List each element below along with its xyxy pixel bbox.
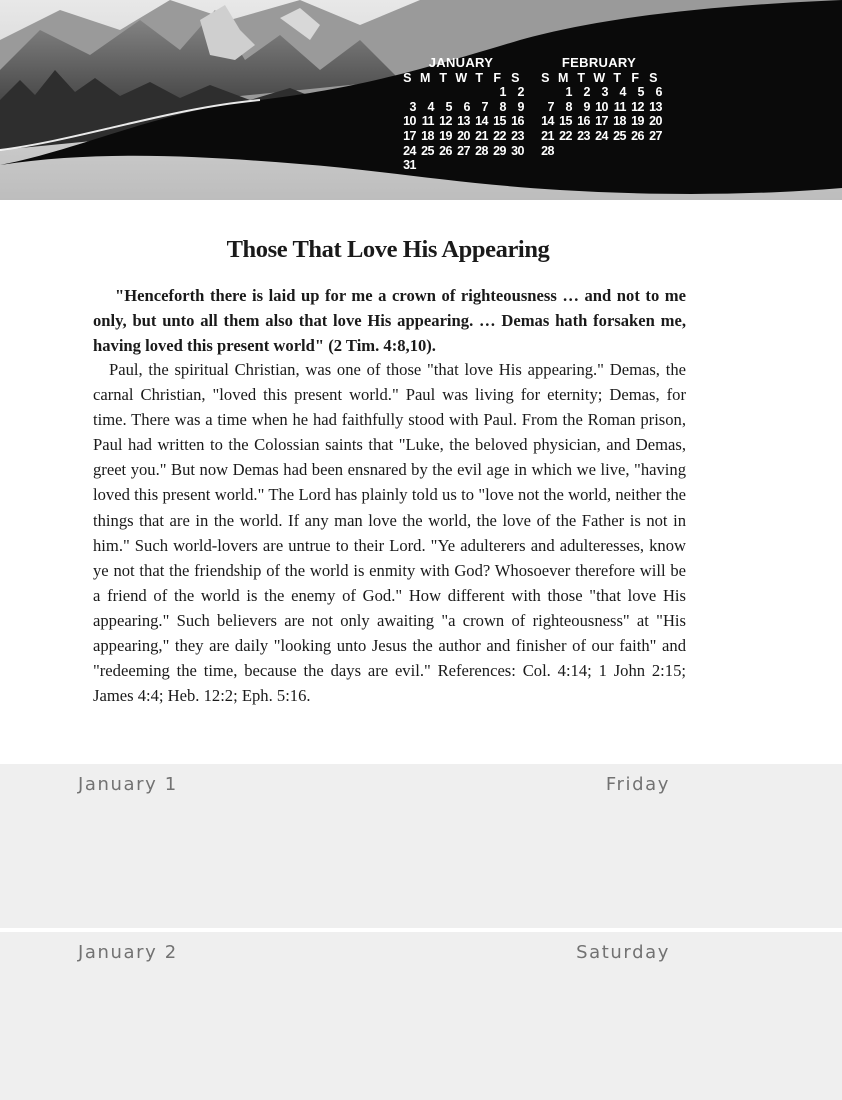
- calendar-day: 23: [577, 128, 590, 143]
- calendar-day: 8: [565, 99, 572, 114]
- calendar-day: 25: [421, 143, 434, 158]
- calendar-day: 26: [631, 128, 644, 143]
- day-notes-box-2[interactable]: [0, 932, 842, 1100]
- day-date: January 1: [78, 774, 178, 795]
- calendar-day: 5: [445, 99, 452, 114]
- calendar-day: 10: [595, 99, 608, 114]
- calendar-day: 8: [499, 99, 506, 114]
- calendar-day: 21: [475, 128, 488, 143]
- calendar-day: [590, 144, 608, 159]
- calendar-day: 27: [457, 143, 470, 158]
- weekday-label: F: [493, 70, 501, 85]
- calendar-day: 3: [409, 99, 416, 114]
- day-weekday: Friday: [605, 774, 670, 795]
- calendar-day: 19: [439, 128, 452, 143]
- calendar-day: 28: [475, 143, 488, 158]
- calendar-day: [434, 85, 452, 100]
- calendar-weekday-header: [398, 71, 524, 86]
- calendar-day: [470, 158, 488, 173]
- calendar-day: 22: [559, 128, 572, 143]
- calendar-day: 19: [631, 114, 644, 129]
- calendar-january: [398, 56, 524, 173]
- calendar-day: [554, 144, 572, 159]
- scripture-verse: "Henceforth there is laid up for me a crown of righteousness … and not to me only, but unto all them also that love His appearing. … Demas hath forsaken me, having loved this present world" (2 Tim. 4:8,10).: [93, 286, 686, 356]
- calendar-day: [536, 85, 554, 100]
- calendar-month-title: FEBRUARY: [561, 55, 637, 70]
- calendar-day: 6: [463, 99, 470, 114]
- weekday-label: M: [420, 70, 430, 85]
- calendar-day: 25: [613, 128, 626, 143]
- calendar-day: 12: [631, 99, 644, 114]
- weekday-label: W: [455, 70, 467, 85]
- calendar-day: 10: [403, 114, 416, 129]
- calendar-day: [626, 144, 644, 159]
- calendar-day: 11: [421, 114, 434, 129]
- day-notes-box-1[interactable]: [0, 764, 842, 928]
- calendar-day: 1: [565, 85, 572, 100]
- calendar-day: [470, 85, 488, 100]
- calendar-day: 27: [649, 128, 662, 143]
- weekday-label: F: [631, 70, 639, 85]
- calendar-day: [416, 158, 434, 173]
- calendar-day: 7: [547, 99, 554, 114]
- calendar-day: 18: [613, 114, 626, 129]
- weekday-label: W: [593, 70, 605, 85]
- calendar-day: 29: [493, 143, 506, 158]
- calendar-day: 5: [637, 85, 644, 100]
- calendar-day: [398, 85, 416, 100]
- weekday-label: S: [649, 70, 657, 85]
- calendar-day: 1: [499, 85, 506, 100]
- calendar-day: 15: [493, 114, 506, 129]
- calendar-day: [452, 158, 470, 173]
- calendar-day: 22: [493, 128, 506, 143]
- calendar-day: 30: [511, 143, 524, 158]
- calendar-day: 24: [595, 128, 608, 143]
- calendar-day: [644, 144, 662, 159]
- calendar-day: 2: [583, 85, 590, 100]
- calendar-day: 20: [649, 114, 662, 129]
- calendar-day: 31: [403, 158, 416, 173]
- calendar-day: [572, 144, 590, 159]
- calendar-day: 15: [559, 114, 572, 129]
- calendar-day: [488, 158, 506, 173]
- weekday-label: T: [577, 70, 585, 85]
- calendar-day: [434, 158, 452, 173]
- calendar-days-grid: [536, 85, 662, 158]
- calendar-month-title: JANUARY: [428, 55, 494, 70]
- calendar-day: 13: [457, 114, 470, 129]
- weekday-label: S: [403, 70, 411, 85]
- weekday-label: S: [511, 70, 519, 85]
- calendar-day: 18: [421, 128, 434, 143]
- weekday-label: S: [541, 70, 549, 85]
- weekday-label: M: [558, 70, 568, 85]
- calendar-day: 17: [403, 128, 416, 143]
- calendar-day: 4: [619, 85, 626, 100]
- calendar-day: 6: [655, 85, 662, 100]
- calendar-day: 20: [457, 128, 470, 143]
- weekday-label: T: [475, 70, 483, 85]
- calendar-february: [536, 56, 662, 158]
- calendar-day: 4: [427, 99, 434, 114]
- calendar-day: [506, 158, 524, 173]
- devotional-title: Those That Love His Appearing: [226, 236, 550, 263]
- calendar-day: [452, 85, 470, 100]
- calendar-day: 7: [481, 99, 488, 114]
- calendar-day: 9: [517, 99, 524, 114]
- calendar-day: 16: [511, 114, 524, 129]
- calendar-weekday-header: [536, 71, 662, 86]
- weekday-label: T: [439, 70, 447, 85]
- calendar-day: [416, 85, 434, 100]
- calendar-day: 9: [583, 99, 590, 114]
- calendar-day: 11: [613, 99, 626, 114]
- header-banner: [0, 0, 842, 200]
- devotional-body: Paul, the spiritual Christian, was one of those "that love His appearing." Demas, the carnal Christian, "loved this present world." Paul was living for eternity; Demas, for time. There was a time when he had faithfully stood with Paul. From the Roman prison, Paul had written to the Colossian saints that "Luke, the beloved physician, and Demas, greet you." But now Demas had been ensnared by the evil age in which we live, "having loved this present world." The Lord has plainly told us to "love not the world, neither the things that are in the world. If any man love the world, the love of the Father is not in him." Such world-lovers are untrue to their Lord. "Ye adulterers and adulteresses, know ye not that the friendship of the world is enmity with God? Whosoever therefore will be a friend of the world is the enemy of God." How different with those "that love His appearing." Such believers are not only awaiting "a crown of righteousness" at "His appearing," they are daily "looking unto Jesus the author and finisher of our faith" and "redeeming the time, because the days are evil." References: Col. 4:14; 1 John 2:15; James 4:4; Heb. 12:2; Eph. 5:16.: [93, 360, 686, 706]
- calendar-days-grid: [398, 85, 524, 173]
- calendar-day: 28: [541, 143, 554, 158]
- calendar-day: 21: [541, 128, 554, 143]
- calendar-day: 16: [577, 114, 590, 129]
- calendar-day: 24: [403, 143, 416, 158]
- calendar-day: 12: [439, 114, 452, 129]
- calendar-day: 3: [601, 85, 608, 100]
- calendar-day: 14: [541, 114, 554, 129]
- calendar-day: 2: [517, 85, 524, 100]
- weekday-label: T: [613, 70, 621, 85]
- calendar-day: [608, 144, 626, 159]
- calendar-day: 26: [439, 143, 452, 158]
- day-weekday: Saturday: [576, 942, 670, 963]
- calendar-day: 17: [595, 114, 608, 129]
- calendar-day: 14: [475, 114, 488, 129]
- calendar-day: 23: [511, 128, 524, 143]
- day-date: January 2: [78, 942, 178, 963]
- calendar-day: 13: [649, 99, 662, 114]
